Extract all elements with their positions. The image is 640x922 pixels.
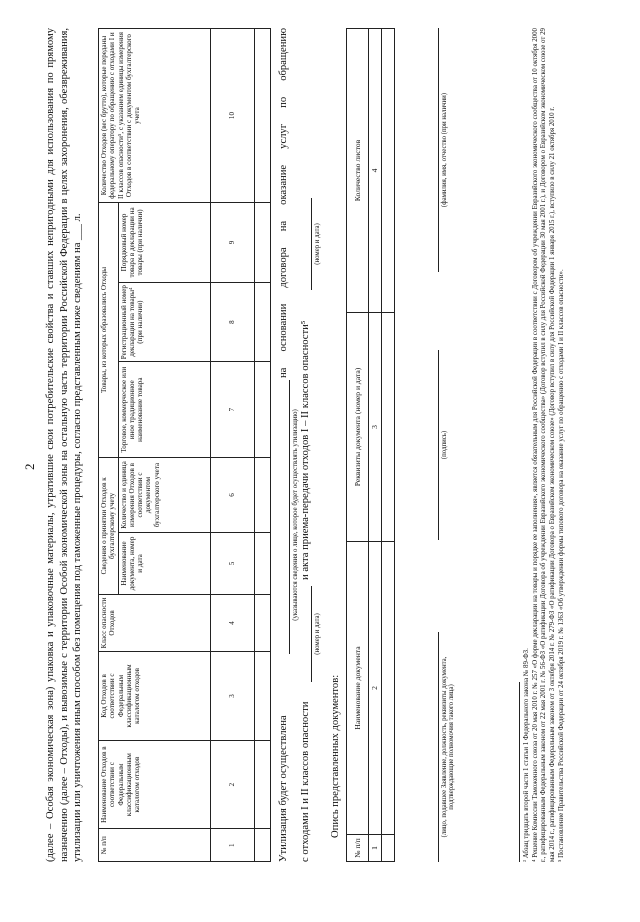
- header-accounting-quantity: Количество и единица измерения Отходов в соответствии с документом бухгалтерского учета: [118, 457, 210, 532]
- signature-caption: (подпись): [441, 430, 448, 460]
- table-row: [254, 29, 270, 862]
- column-number-row: [369, 29, 382, 862]
- footnote-4: ⁴ Решение Комиссии Таможенного союза от 20 мая 2010 г. № 257 «О форме декларации на товары и порядке ее заполнения», является обязательным для Российской Федерации в соответствии с Договором об учреждении Евразийского экономического сообщества от 10 октября 2000 г., ратифицированным Федеральным законом от 22 мая 2001 г. № 56-ФЗ «О ратификации Договора об учреждении Евразийского экономического сообщества» (Договор вступил в силу для Российской Федерации 30 мая 2001 г.), и Договором о Евразийском экономическом союзе от 29 мая 2014 г., ратифицированным Федеральным законом от 3 октября 2014 г. № 279-ФЗ «О ратификации Договора о Евразийском экономическом союзе» (Договор вступил в силу для Российской Федерации 1 января 2015 г.), вступило в силу 21 октября 2010 г.: [531, 28, 557, 862]
- column-number: 7: [210, 362, 254, 457]
- contract-number-line: [311, 586, 312, 682]
- column-number: 2: [210, 740, 254, 829]
- document-list-table: [346, 28, 395, 862]
- header-hazard-class: Класс опасности Отходов: [99, 594, 211, 651]
- header-accounting-document: Наименование документа, номер и дата: [118, 533, 210, 595]
- table-row: [381, 29, 394, 862]
- column-number: 5: [210, 533, 254, 595]
- header-document-details: Реквизиты документа (номер и дата): [347, 313, 369, 542]
- page-number: 2: [22, 463, 37, 470]
- contract-number-caption: (номер и дата): [314, 613, 321, 655]
- header-accounting-group: Сведения о принятии Отходов к бухгалтерскому учету: [99, 457, 119, 594]
- column-number-row: [210, 29, 254, 862]
- header-goods-name: Торговое, коммерческое или иное традиционное наименование товара: [118, 362, 210, 457]
- acceptance-act-text: и акта приема-передачи отходов I – II классов опасности⁵: [300, 320, 311, 580]
- act-number-caption: (номер и дата): [314, 223, 321, 265]
- hazard-classes-text: с отходами I и II классов опасности: [300, 701, 311, 862]
- waste-table: [98, 28, 271, 862]
- contract-basis-text: на основании договора на оказание услуг по обращению: [278, 28, 289, 378]
- utilization-text: Утилизация будет осуществлена: [278, 715, 289, 862]
- header-goods-group: Товары, из которых образовались Отходы: [99, 203, 119, 458]
- header-num: № п/п: [99, 829, 211, 862]
- signature-line: [438, 350, 439, 540]
- document-list-title: Опись представленных документов:: [330, 674, 341, 838]
- column-number: 1: [369, 835, 382, 862]
- column-number: 4: [369, 29, 382, 313]
- column-number: 4: [210, 594, 254, 651]
- footnote-3: ³ Абзац тридцать второй части 1 статьи 1 Федерального закона № 89-ФЗ.: [523, 648, 530, 862]
- header-num: № п/п: [347, 835, 369, 862]
- header-declaration-number: Регистрационный номер декларации на товары⁴ (при наличии): [118, 282, 210, 362]
- header-document-name: Наименование документа: [347, 542, 369, 835]
- column-number: 9: [210, 203, 254, 283]
- header-goods-sequence: Порядковый номер товара в декларации на товары (при наличии): [118, 203, 210, 283]
- column-number: 6: [210, 457, 254, 532]
- column-number: 3: [210, 652, 254, 741]
- utilizer-field-line: [289, 380, 290, 654]
- act-number-line: [311, 198, 312, 290]
- header-waste-code: Код Отходов в соответствии с Федеральным классификационным каталогом отходов: [99, 652, 211, 741]
- full-name-line: [438, 28, 439, 272]
- full-name-caption: (фамилия, имя, отчество (при наличии): [441, 92, 448, 208]
- footnotes: [523, 28, 567, 862]
- column-number: 10: [210, 29, 254, 203]
- header-page-count: Количество листов: [347, 29, 369, 313]
- column-number: 1: [210, 829, 254, 862]
- applicant-line: [438, 632, 439, 862]
- utilizer-caption: (указываются сведения о лице, которое будет осуществлять утилизацию): [292, 409, 299, 621]
- signature-block: [438, 28, 478, 862]
- column-number: 3: [369, 313, 382, 542]
- column-number: 8: [210, 282, 254, 362]
- applicant-caption: (лицо, подавшее Заявление, должность, реквизиты документа, подтверждающие полномочия такого лица): [441, 656, 455, 838]
- header-waste-quantity: Количество Отходов (вес брутто), которые переданы федеральному оператору по обращению с отходами I и II классов опасности⁵, с указанием единицы измерения Отходов в соответствии с документом бухгалтерского учета: [99, 29, 211, 203]
- header-waste-name: Наименование Отходов в соответствии с Федеральным классификационным каталогом отходов: [99, 740, 211, 829]
- footnote-separator: [519, 682, 520, 862]
- footnote-5: ⁵ Постановление Правительства Российской Федерации от 24 октября 2019 г. № 1363 «Об утверждении формы типового договора на оказание услуг по обращению с отходами I и II классов опасности».: [557, 269, 565, 862]
- intro-paragraph: (далее – Особая экономическая зона) упаковка и упаковочные материалы, утратившие свои потребительские свойства и ставших непригодными для использования по прямому назначению (далее – Отходы), и вывозимые с территории Особой экономической зоны на остальную часть территории Российской Федерации в целях захоронения, обезвреживания, утилизации или уничтожения иным способом без помещения под таможенные процедуры, согласно представленным ниже сведениям на ___ л.: [45, 28, 84, 862]
- column-number: 2: [369, 542, 382, 835]
